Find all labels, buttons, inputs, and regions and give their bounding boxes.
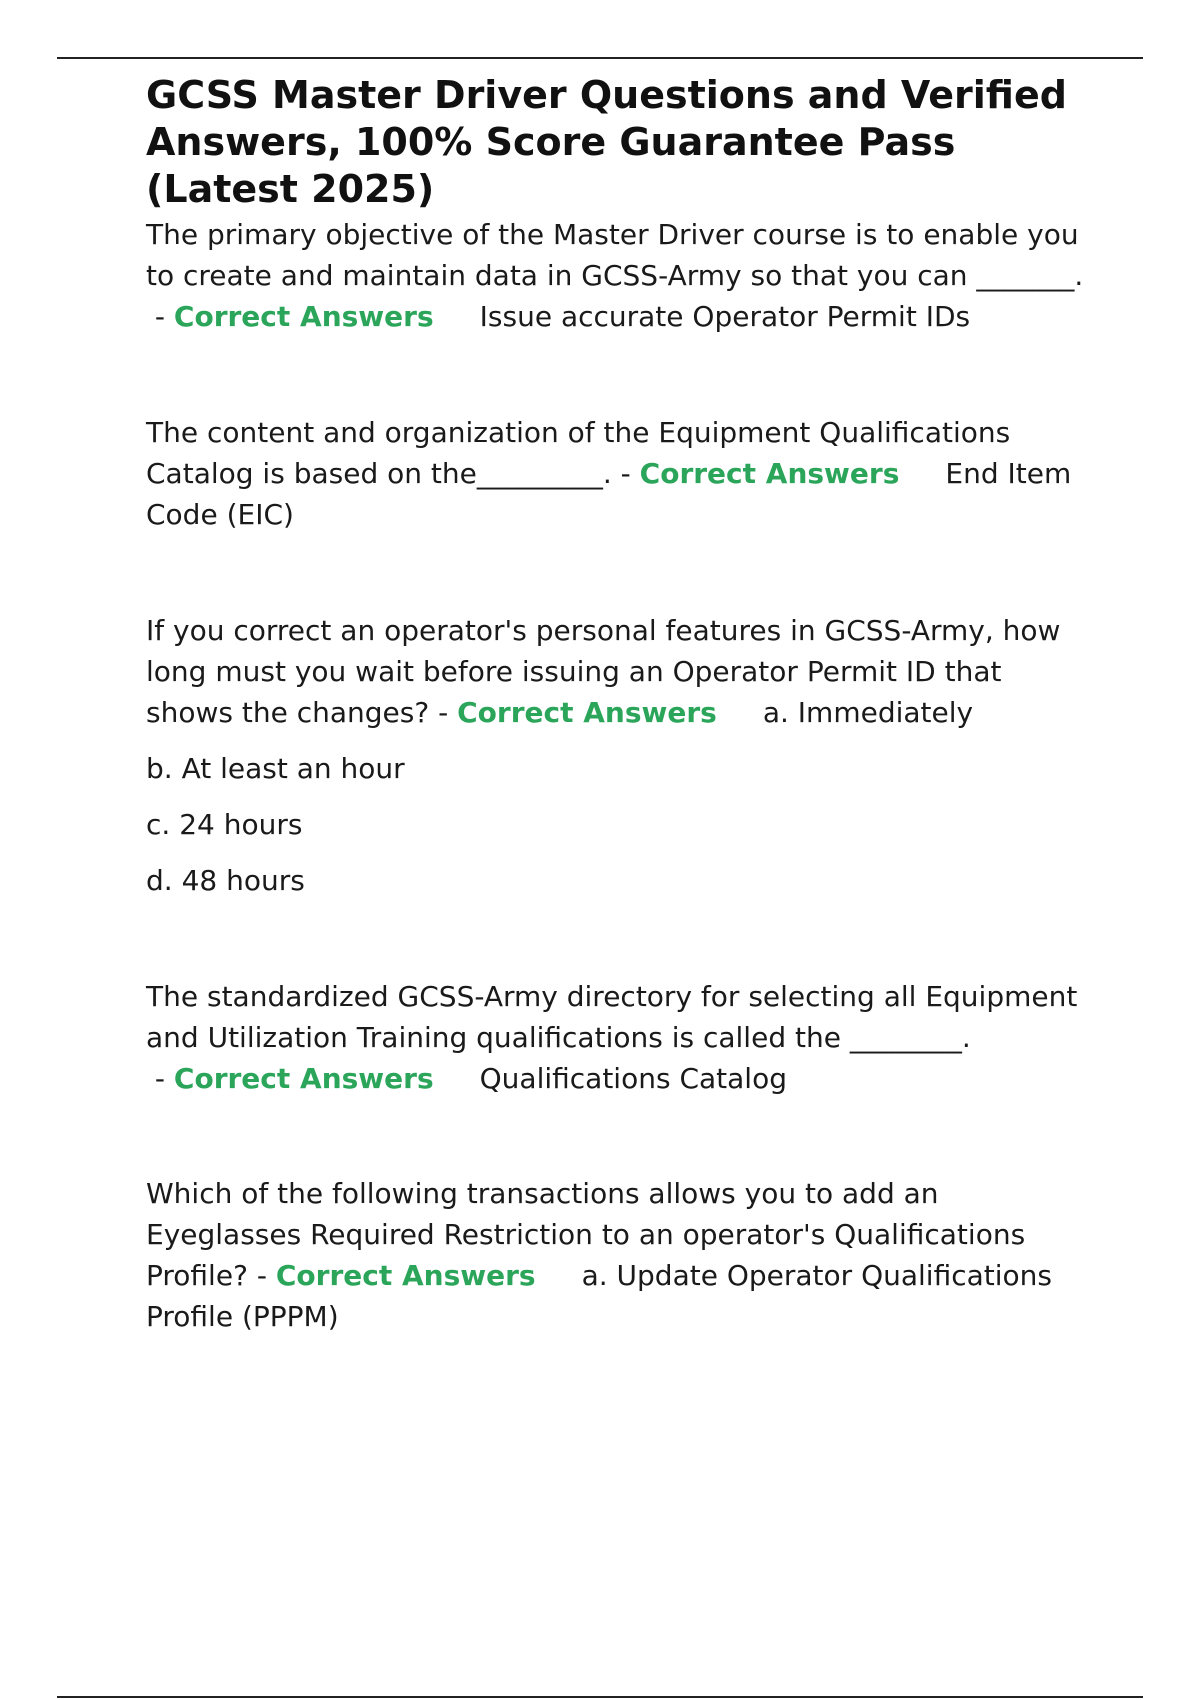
answer-text: a. Update Operator Qualifications Profile (PPPM) [146,1259,1052,1333]
qa-item-3 [146,610,1096,733]
qa-item-1 [146,214,1096,337]
correct-answers-label: Correct Answers [457,696,717,729]
document-body [146,72,1096,1337]
qa-item-2 [146,412,1096,535]
answer-option-d: d. 48 hours [146,864,305,897]
bottom-rule [57,1696,1143,1698]
question-text: Which of the following transactions allows you to add an Eyeglasses Required Restriction to an operator's Qualifications Profile? [146,1177,1026,1292]
separator: - [247,1259,276,1292]
answer-text: End Item Code (EIC) [146,457,1072,531]
question-text: The standardized GCSS-Army directory for selecting all Equipment and Utilization Training qualifications is called the ________. [146,980,1078,1054]
separator: - [429,696,458,729]
answer-option-b: b. At least an hour [146,752,405,785]
answer-text: a. Immediately [762,696,974,729]
answer-text: Qualifications Catalog [479,1062,787,1095]
question-text: The content and organization of the Equipment Qualifications Catalog is based on the_________. [146,416,1011,490]
question-text: The primary objective of the Master Driver course is to enable you to create and maintain data in GCSS-Army so that you can _______. [146,218,1084,292]
answer-text: Issue accurate Operator Permit IDs [479,300,971,333]
correct-answers-label: Correct Answers [275,1259,536,1292]
answer-option-c: c. 24 hours [146,808,303,841]
correct-answers-label: Correct Answers [639,457,900,490]
separator: - [611,457,640,490]
top-rule [57,57,1143,59]
qa-item-4 [146,976,1096,1099]
document-title: GCSS Master Driver Questions and Verified Answers, 100% Score Guarantee Pass (Latest 2025) [146,73,1067,211]
separator: - [146,300,174,333]
separator: - [146,1062,174,1095]
question-text: If you correct an operator's personal features in GCSS-Army, how long must you wait before issuing an Operator Permit ID that shows the changes? [146,614,1061,729]
correct-answers-label: Correct Answers [173,300,434,333]
qa-item-5 [146,1173,1096,1337]
correct-answers-label: Correct Answers [173,1062,434,1095]
